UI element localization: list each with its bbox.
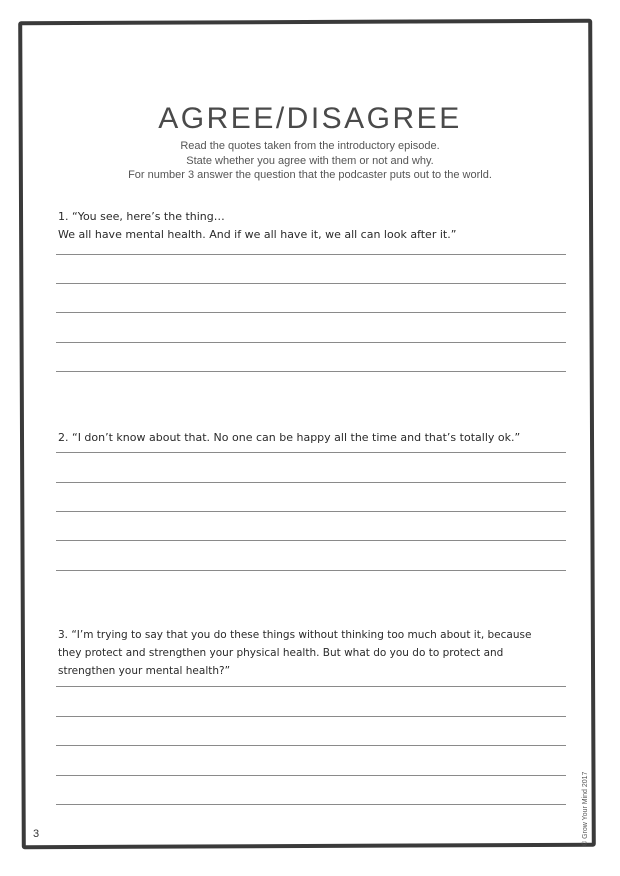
page-number: 3 [33, 828, 40, 840]
answer-line[interactable] [56, 804, 566, 805]
answer-line[interactable] [56, 716, 566, 717]
copyright-notice: © Grow Your Mind 2017 [582, 771, 589, 846]
answer-line[interactable] [56, 452, 566, 453]
question-2-line-1: 2. “I don’t know about that. No one can be happy all the time and that’s totally ok.” [58, 431, 521, 444]
instructions [0, 139, 620, 183]
answer-line[interactable] [56, 686, 566, 687]
answer-line[interactable] [56, 511, 566, 512]
question-1-line-1: 1. “You see, here’s the thing… [58, 210, 225, 223]
answer-line[interactable] [56, 540, 566, 541]
question-2 [58, 429, 578, 447]
question-3-line-3: strengthen your mental health?” [58, 665, 231, 677]
page-title: AGREE/DISAGREE [158, 102, 462, 136]
answer-line[interactable] [56, 371, 566, 372]
answer-line[interactable] [56, 775, 566, 776]
answer-line[interactable] [56, 283, 566, 284]
instruction-line: State whether you agree with them or not and why. [186, 154, 434, 167]
answer-line[interactable] [56, 482, 566, 483]
answer-line[interactable] [56, 342, 566, 343]
question-1-line-2: We all have mental health. And if we all have it, we all can look after it.” [58, 228, 457, 241]
question-3-line-2: they protect and strengthen your physical health. But what do you do to protect and [58, 647, 504, 659]
answer-line[interactable] [56, 570, 566, 571]
answer-line[interactable] [56, 254, 566, 255]
question-1 [58, 208, 558, 244]
question-3 [58, 626, 568, 680]
question-3-line-1: 3. “I’m trying to say that you do these things without thinking too much about it, because [58, 629, 532, 641]
answer-line[interactable] [56, 745, 566, 746]
instruction-line: Read the quotes taken from the introductory episode. [180, 140, 440, 152]
answer-line[interactable] [56, 312, 566, 313]
instruction-line: For number 3 answer the question that the podcaster puts out to the world. [128, 169, 492, 181]
